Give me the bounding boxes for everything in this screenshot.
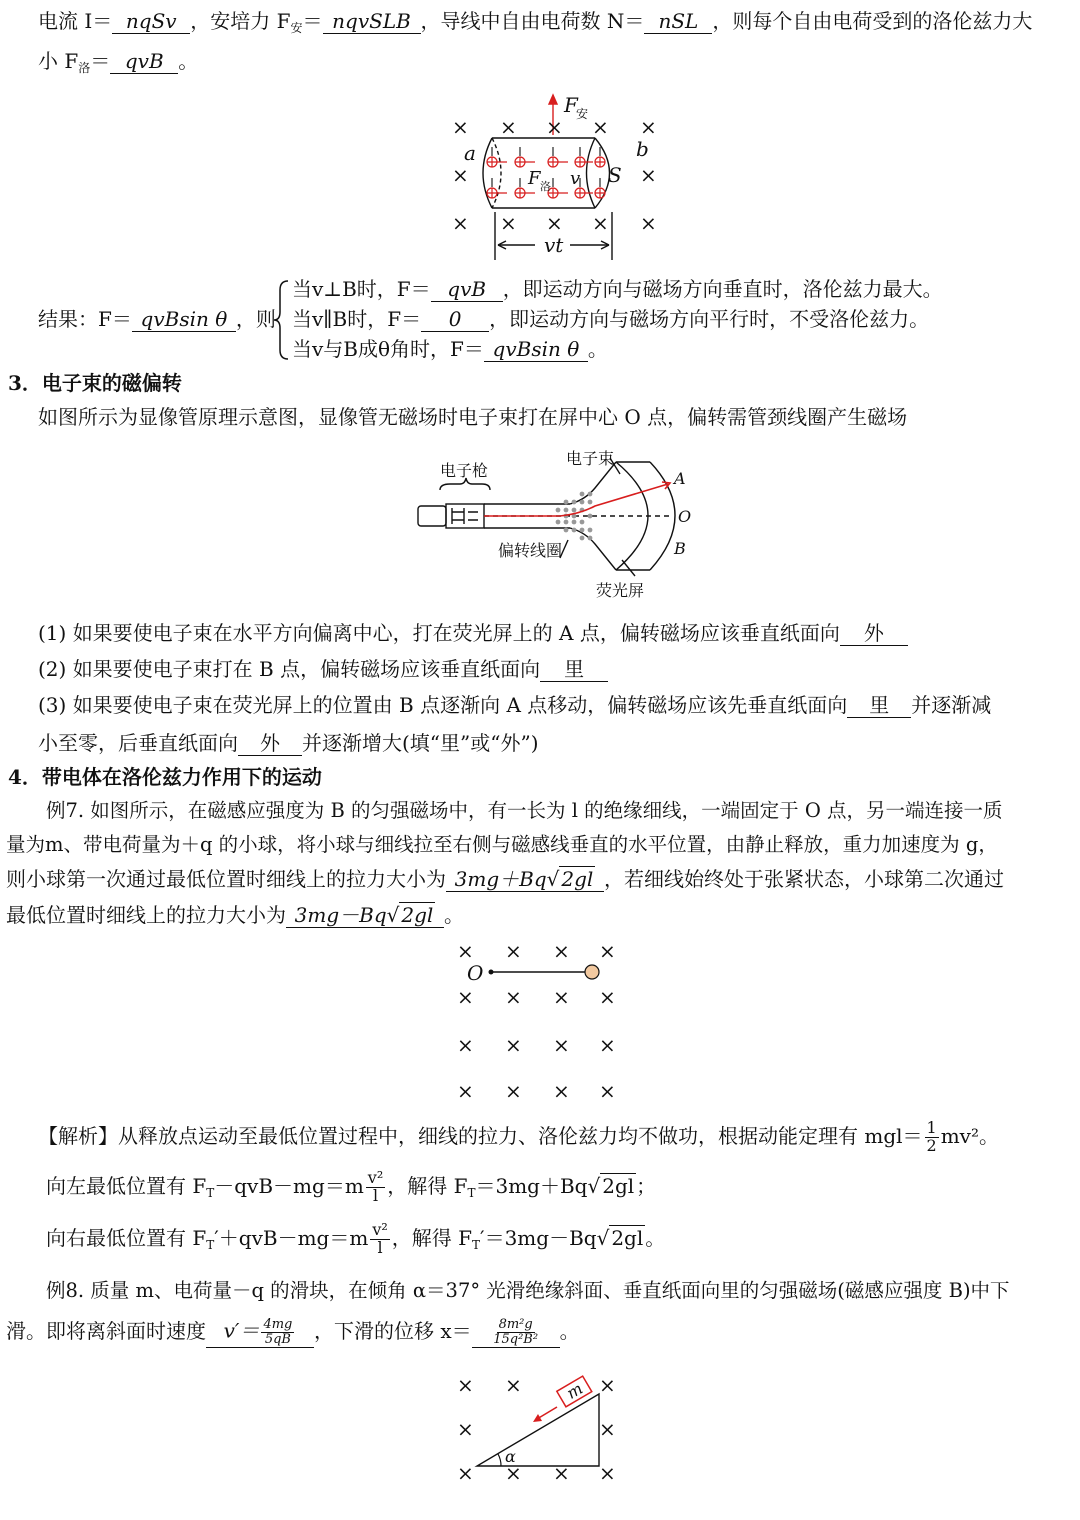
sec3-q3-line2: 小至零，后垂直纸面向 外 并逐渐增大(填“里”或“外”) [38, 731, 539, 755]
svg-text:×: × [457, 985, 474, 1009]
label-b: b [636, 137, 649, 161]
svg-text:×: × [553, 939, 570, 963]
sec3-q3-line1: (3) 如果要使电子束在荧光屏上的位置由 B 点逐渐向 A 点移动，偏转磁场应该先垂直纸面向 里 并逐渐减 [38, 693, 992, 717]
sec3-intro: 如图所示为显像管原理示意图，显像管无磁场时电子束打在屏中心 O 点，偏转需管颈线圈产生磁场 [38, 405, 908, 429]
answer-blank: qvBsin θ [132, 308, 236, 332]
result-case3: 当v与B成θ角时，F＝ qvBsin θ 。 [292, 337, 608, 361]
ex8-line2: 滑。即将离斜面时速度 v′＝ $\frac{4mg}{5qB}$ ，下滑的位移 x＝ $\frac{\text{8m²g}}{\text{15q²B²}}$ 。 [6, 1317, 580, 1347]
figure-crt [410, 440, 710, 605]
answer-blank: nqSv [112, 10, 190, 34]
label-alpha: α [505, 1447, 516, 1466]
svg-text:×: × [553, 985, 570, 1009]
label-gun: 电子枪 [440, 461, 489, 480]
svg-text:×: × [592, 115, 609, 139]
svg-text:×: × [505, 1079, 522, 1103]
answer-blank: 0 [421, 308, 489, 332]
result-main: 结果：F＝ qvBsin θ ，则 [38, 307, 276, 331]
label-coil: 偏转线圈 [498, 541, 563, 560]
label-F-an: F [564, 93, 578, 117]
label-O: O [467, 961, 484, 985]
answer-blank: qvB [431, 278, 503, 302]
svg-text:×: × [599, 939, 616, 963]
answer-blank: qvB [110, 50, 178, 74]
section-heading-4: 4．带电体在洛伦兹力作用下的运动 [8, 765, 322, 789]
solution-line1: 【解析】从释放点运动至最低位置过程中，细线的拉力、洛伦兹力均不做功，根据动能定理有 mgl＝ $\frac{1}{2}$ mv²。 [38, 1118, 999, 1155]
answer-blank: qvBsin θ [484, 338, 588, 362]
svg-text:×: × [640, 115, 657, 139]
svg-text:×: × [599, 1033, 616, 1057]
svg-text:×: × [505, 1461, 522, 1485]
solution-line3: 向右最低位置有 $F_T'+qvB-mg=m$ $\frac{\text{v²}}{l}$ ，解得 $F_T'=3mg-Bq√$ 2gl 。 [46, 1220, 666, 1257]
result-case1: 当v⊥B时，F＝ qvB ，即运动方向与磁场方向垂直时，洛伦兹力最大。 [292, 277, 943, 301]
ex7-line1: 例7. 如图所示，在磁感应强度为 B 的匀强磁场中，有一长为 l 的绝缘细线，一端固定于 O 点，另一端连接一质 [46, 799, 1003, 822]
svg-text:×: × [599, 1373, 616, 1397]
svg-text:×: × [452, 115, 469, 139]
figure-incline [445, 1368, 635, 1488]
svg-text:×: × [553, 1079, 570, 1103]
section-heading-3: 3．电子束的磁偏转 [8, 371, 182, 395]
svg-text:×: × [457, 1417, 474, 1441]
answer-blank: 3mg＋Bq√ 2gl [446, 868, 604, 892]
answer-blank: nqvSLB [323, 10, 421, 34]
svg-text:×: × [457, 1079, 474, 1103]
ball-icon [585, 965, 599, 979]
svg-text:×: × [505, 1033, 522, 1057]
svg-text:×: × [546, 115, 563, 139]
label-m: m [563, 1378, 586, 1403]
ex7-line2: 量为m、带电荷量为＋q 的小球，将小球与细线拉至右侧与磁感线垂直的水平位置，由静止释放，重力加速度为 g， [6, 833, 998, 856]
svg-text:×: × [457, 1033, 474, 1057]
answer-blank: 外 [238, 732, 302, 756]
svg-text:×: × [505, 985, 522, 1009]
para-current-line1: 电流 I＝ nqSv ，安培力 $F_安=$ nqvSLB ，导线中自由电荷数 N＝ nSL ，则每个自由电荷受到的洛伦兹力大 [38, 9, 1033, 35]
label-A: A [674, 469, 686, 488]
svg-text:×: × [640, 163, 657, 187]
sec3-q2: (2) 如果要使电子束打在 B 点，偏转磁场应该垂直纸面向 里 [38, 656, 608, 682]
label-v: v [570, 168, 581, 189]
brace-icon [272, 278, 292, 362]
sec3-q1: (1) 如果要使电子束在水平方向偏离中心，打在荧光屏上的 A 点，偏转磁场应该垂直纸面向 外 [38, 620, 908, 646]
svg-text:×: × [546, 211, 563, 235]
svg-text:安: 安 [576, 107, 589, 121]
answer-blank: v′＝ $\frac{4mg}{5qB}$ [206, 1318, 314, 1347]
figure-pendulum [445, 932, 635, 1107]
svg-text:×: × [599, 1417, 616, 1441]
svg-text:×: × [599, 985, 616, 1009]
svg-text:×: × [553, 1033, 570, 1057]
ex7-line3: 则小球第一次通过最低位置时细线上的拉力大小为 3mg＋Bq√ 2gl ，若细线始终处于张紧状态，小球第二次通过 [6, 867, 1004, 891]
answer-blank: 外 [840, 622, 908, 646]
answer-blank: nSL [644, 10, 712, 34]
svg-text:×: × [457, 1373, 474, 1397]
answer-blank: 里 [847, 694, 911, 718]
svg-text:洛: 洛 [540, 180, 551, 193]
answer-blank: 3mg－Bq√ 2gl [286, 904, 444, 928]
svg-text:×: × [505, 939, 522, 963]
svg-text:×: × [553, 1461, 570, 1485]
answer-blank: 里 [540, 658, 608, 682]
svg-text:×: × [599, 1461, 616, 1485]
label-S: S [608, 163, 622, 187]
label-beam: 电子束 [566, 449, 615, 468]
svg-text:×: × [500, 211, 517, 235]
label-F-luo: F [528, 168, 541, 189]
svg-text:×: × [599, 1079, 616, 1103]
svg-text:×: × [505, 1373, 522, 1397]
result-case2: 当v∥B时，F＝ 0 ，即运动方向与磁场方向平行时，不受洛伦兹力。 [292, 307, 930, 331]
label-a: a [464, 141, 476, 165]
svg-text:×: × [592, 211, 609, 235]
svg-text:×: × [452, 163, 469, 187]
label-O: O [678, 507, 692, 526]
ex8-line1: 例8. 质量 m、电荷量－q 的滑块，在倾角 α＝37° 光滑绝缘斜面、垂直纸面向里的匀强磁场(磁感应强度 B)中下 [46, 1279, 1010, 1302]
svg-text:×: × [457, 1461, 474, 1485]
label-B: B [674, 539, 686, 558]
label-screen: 荧光屏 [596, 581, 645, 600]
solution-line2: 向左最低位置有 $F_T-qvB-mg=m$ $\frac{\text{v²}}{l}$ ，解得 $F_T=3mg+Bq√$ 2gl ； [46, 1168, 657, 1205]
answer-blank: $\frac{\text{8m²g}}{\text{15q²B²}}$ [472, 1318, 560, 1347]
svg-text:×: × [452, 211, 469, 235]
svg-text:×: × [500, 115, 517, 139]
para-current-line2: 小 $F_洛=$ qvB 。 [38, 49, 199, 75]
figure-conductor [440, 90, 680, 265]
svg-text:×: × [457, 939, 474, 963]
label-vt: vt [544, 233, 564, 257]
svg-text:×: × [640, 211, 657, 235]
ex7-line4: 最低位置时细线上的拉力大小为 3mg－Bq√ 2gl 。 [6, 903, 464, 927]
